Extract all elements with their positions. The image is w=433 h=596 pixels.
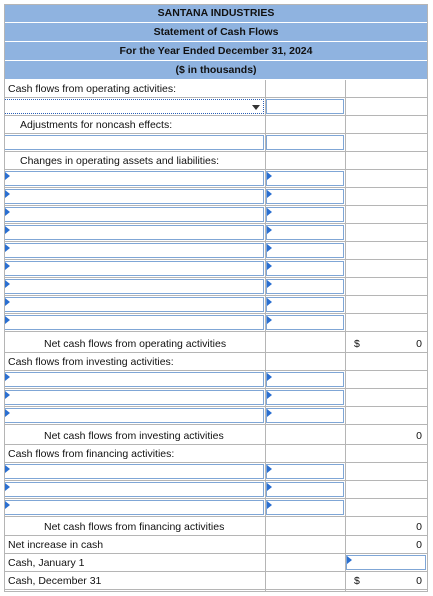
dropdown-marker-icon — [267, 501, 272, 509]
dropdown-marker-icon — [5, 391, 10, 399]
net-operating-row — [4, 335, 428, 353]
change-amount-input[interactable] — [266, 243, 344, 258]
adjustment-row — [4, 134, 428, 152]
dropdown-marker-icon — [5, 226, 10, 234]
change-row — [4, 314, 428, 332]
net-financing-label: Net cash flows from financing activities — [44, 521, 225, 533]
dropdown-marker-icon — [267, 298, 272, 306]
dropdown-marker-icon — [267, 409, 272, 417]
dropdown-marker-icon — [347, 556, 352, 564]
net-income-amount-input[interactable] — [266, 99, 344, 114]
cash-january-row — [4, 554, 428, 572]
change-amount-input[interactable] — [266, 225, 344, 240]
net-income-row — [4, 98, 428, 116]
changes-heading: Changes in operating assets and liabilities: — [20, 155, 220, 167]
investing-amount-input[interactable] — [266, 372, 344, 387]
investing-description-input[interactable] — [4, 372, 264, 387]
column-divider — [265, 80, 266, 592]
change-row — [4, 224, 428, 242]
change-description-input[interactable] — [4, 189, 264, 204]
change-description-input[interactable] — [4, 315, 264, 330]
dropdown-marker-icon — [5, 190, 10, 198]
change-description-input[interactable] — [4, 207, 264, 222]
cash-december-row — [4, 572, 428, 590]
net-financing-value: 0 — [416, 521, 422, 533]
dropdown-marker-icon — [267, 280, 272, 288]
net-operating-label: Net cash flows from operating activities — [44, 338, 227, 350]
cash-december-label: Cash, December 31 — [8, 575, 102, 587]
investing-heading-row — [4, 353, 428, 371]
dropdown-marker-icon — [5, 316, 10, 324]
adjustment-description-input[interactable] — [4, 135, 264, 150]
change-description-input[interactable] — [4, 171, 264, 186]
changes-heading-row — [4, 152, 428, 170]
cash-january-input[interactable] — [346, 555, 426, 570]
dropdown-marker-icon — [5, 501, 10, 509]
dropdown-marker-icon — [267, 465, 272, 473]
financing-row — [4, 463, 428, 481]
dropdown-marker-icon — [5, 373, 10, 381]
operating-heading: Cash flows from operating activities: — [8, 83, 177, 95]
dropdown-marker-icon — [5, 409, 10, 417]
financing-row — [4, 481, 428, 499]
change-row — [4, 260, 428, 278]
dropdown-marker-icon — [267, 316, 272, 324]
net-investing-label: Net cash flows from investing activities — [44, 430, 224, 442]
change-description-input[interactable] — [4, 225, 264, 240]
dropdown-marker-icon — [5, 465, 10, 473]
statement-title: Statement of Cash Flows — [4, 23, 428, 42]
net-increase-value: 0 — [416, 539, 422, 551]
net-investing-row — [4, 427, 428, 445]
statement-period: For the Year Ended December 31, 2024 — [4, 42, 428, 61]
dropdown-marker-icon — [5, 262, 10, 270]
change-description-input[interactable] — [4, 261, 264, 276]
cash-flow-worksheet — [4, 4, 428, 592]
adjustments-heading-row — [4, 116, 428, 134]
change-row — [4, 242, 428, 260]
financing-description-input[interactable] — [4, 464, 264, 479]
company-name: SANTANA INDUSTRIES — [4, 4, 428, 23]
investing-row — [4, 371, 428, 389]
financing-amount-input[interactable] — [266, 482, 344, 497]
dropdown-marker-icon — [5, 172, 10, 180]
dropdown-marker-icon — [267, 244, 272, 252]
change-row — [4, 296, 428, 314]
dropdown-marker-icon — [267, 172, 272, 180]
dropdown-marker-icon — [267, 391, 272, 399]
dropdown-marker-icon — [267, 190, 272, 198]
financing-description-input[interactable] — [4, 482, 264, 497]
dropdown-marker-icon — [267, 373, 272, 381]
dropdown-marker-icon — [267, 226, 272, 234]
net-increase-row — [4, 536, 428, 554]
change-amount-input[interactable] — [266, 297, 344, 312]
cash-december-currency: $ — [354, 575, 360, 587]
change-row — [4, 278, 428, 296]
investing-heading: Cash flows from investing activities: — [8, 356, 174, 368]
adjustment-amount-input[interactable] — [266, 135, 344, 150]
investing-row — [4, 389, 428, 407]
net-investing-value: 0 — [416, 430, 422, 442]
change-amount-input[interactable] — [266, 279, 344, 294]
dropdown-marker-icon — [267, 483, 272, 491]
investing-description-input[interactable] — [4, 390, 264, 405]
dropdown-marker-icon — [5, 208, 10, 216]
dropdown-marker-icon — [5, 483, 10, 491]
net-operating-currency: $ — [354, 338, 360, 350]
dropdown-marker-icon — [5, 244, 10, 252]
investing-amount-input[interactable] — [266, 390, 344, 405]
cash-december-value: 0 — [416, 575, 422, 587]
investing-amount-input[interactable] — [266, 408, 344, 423]
dropdown-marker-icon — [267, 262, 272, 270]
change-row — [4, 170, 428, 188]
net-financing-row — [4, 518, 428, 536]
chevron-down-icon — [252, 105, 260, 110]
net-increase-label: Net increase in cash — [8, 539, 104, 551]
change-row — [4, 188, 428, 206]
change-amount-input[interactable] — [266, 261, 344, 276]
investing-row — [4, 407, 428, 425]
change-description-input[interactable] — [4, 297, 264, 312]
financing-description-input[interactable] — [4, 500, 264, 515]
financing-row — [4, 499, 428, 517]
statement-units: ($ in thousands) — [4, 61, 428, 80]
change-description-input[interactable] — [4, 243, 264, 258]
financing-heading: Cash flows from financing activities: — [8, 448, 175, 460]
cash-january-label: Cash, January 1 — [8, 557, 85, 569]
dropdown-marker-icon — [5, 298, 10, 306]
dropdown-marker-icon — [267, 208, 272, 216]
change-description-input[interactable] — [4, 279, 264, 294]
change-row — [4, 206, 428, 224]
dropdown-marker-icon — [5, 280, 10, 288]
change-amount-input[interactable] — [266, 171, 344, 186]
operating-heading-row — [4, 80, 428, 98]
financing-amount-input[interactable] — [266, 500, 344, 515]
net-operating-value: 0 — [416, 338, 422, 350]
investing-description-input[interactable] — [4, 408, 264, 423]
change-amount-input[interactable] — [266, 315, 344, 330]
net-income-select[interactable] — [4, 99, 264, 114]
change-amount-input[interactable] — [266, 189, 344, 204]
financing-amount-input[interactable] — [266, 464, 344, 479]
column-divider — [345, 80, 346, 592]
adjustments-heading: Adjustments for noncash effects: — [20, 119, 173, 131]
change-amount-input[interactable] — [266, 207, 344, 222]
financing-heading-row — [4, 445, 428, 463]
